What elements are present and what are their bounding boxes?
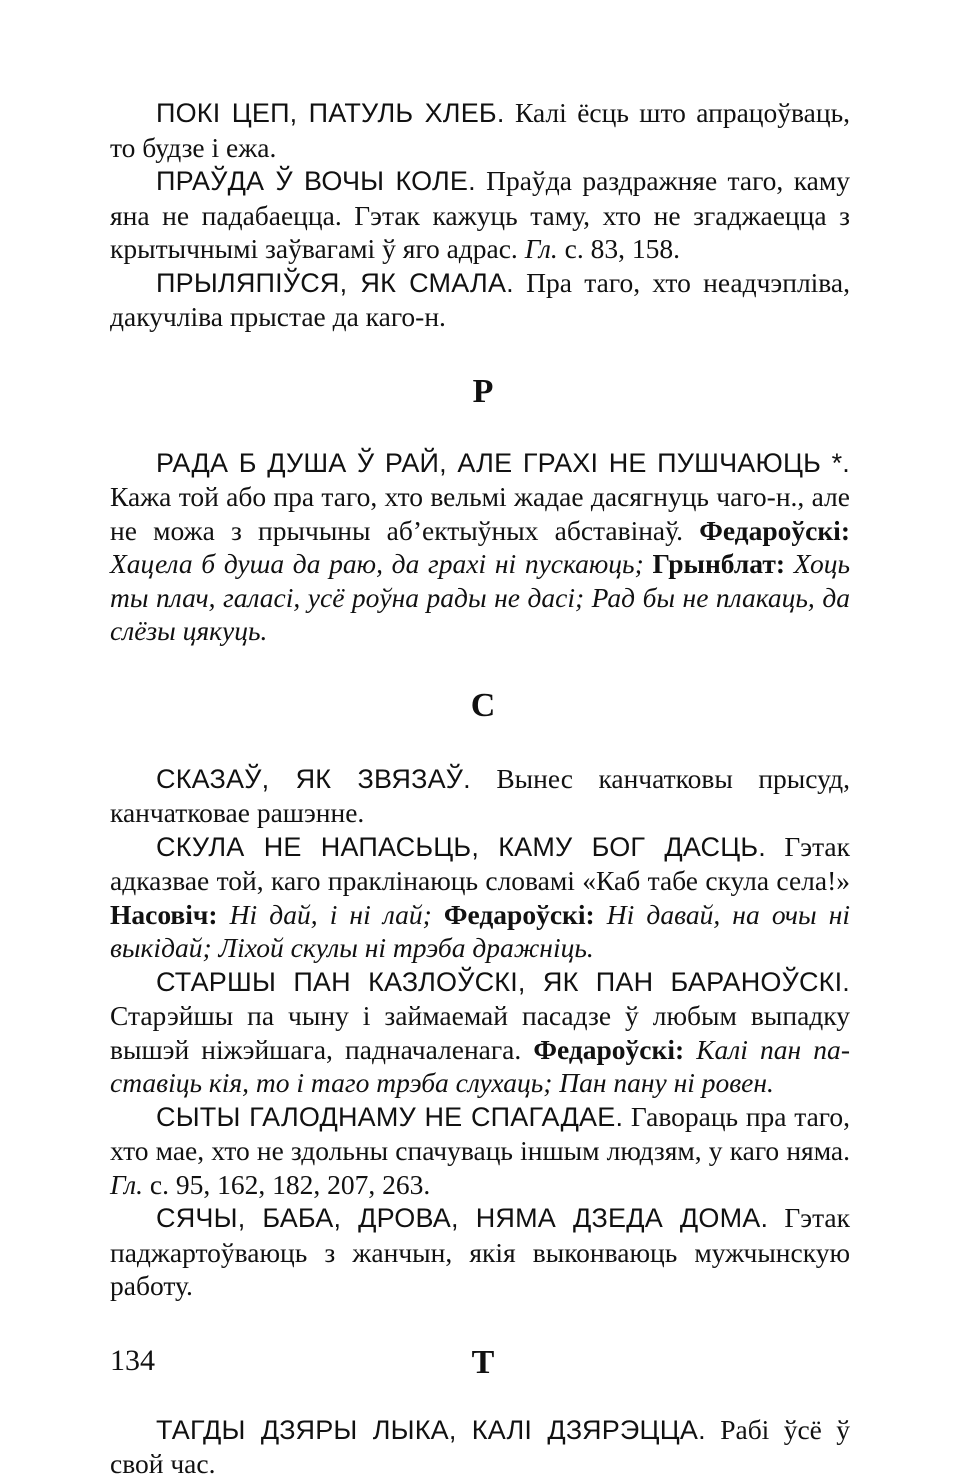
entry-headword: ТАГДЫ ДЗЯРЫ ЛЫКА, КАЛІ ДЗЯРЭЦЦА. — [156, 1414, 706, 1445]
source-example: Калі пан паставіць кія, то і таго трэба слухаць; Пан пану ні ровен. — [110, 1033, 850, 1098]
entry-definition: Гавораць пра таго, хто мае, хто не здольны спачуваць іншым людзям, у каго няма. — [110, 1100, 850, 1166]
entry-definition: Вынес канчатковы прысуд, канчатковае рашэнне. — [110, 762, 850, 828]
section-letter-s: С — [470, 686, 496, 724]
entry-definition: Кажа той або пра таго, хто вельмі жадае дасягнуць чаго-н., але не можа з прычыны аб’ектыўных абставінаў. — [110, 481, 850, 546]
page-number: 134 — [110, 1344, 155, 1377]
entry-starshy-pan — [110, 965, 850, 1100]
entry-headword: СКУЛА НЕ НАПАСЬЦЬ, КАМУ БОГ ДАСЦЬ. — [156, 831, 767, 862]
entry-prylyapiusya — [110, 266, 850, 334]
entry-headword: ПОКІ ЦЕП, ПАТУЛЬ ХЛЕБ. — [156, 98, 505, 128]
cross-ref-pages: с. 83, 158. — [557, 233, 680, 264]
cross-ref-abbr: Гл. — [110, 1168, 144, 1200]
section-letter-r: Р — [472, 372, 494, 410]
entry-definition: Старэйшы па чыну і займаемай пасадзе ў любым выпадку вышэй ніжэйшага, падначаленага. — [110, 1000, 850, 1065]
entry-definition: Гэтак паджартоўваюць з жанчын, якія выконваюць мужчынскую работу. — [110, 1202, 851, 1301]
entry-poki-tsep — [110, 96, 850, 164]
entry-headword: РАДА Б ДУША Ў РАЙ, АЛЕ ГРАХІ НЕ ПУШЧАЮЦЬ *. — [156, 447, 850, 478]
entry-headword: СТАРШЫ ПАН КАЗЛОЎСКІ, ЯК ПАН БАРАНОЎСКІ. — [156, 966, 850, 997]
entry-skula — [110, 830, 850, 965]
source-name: Федароўскі: — [699, 514, 850, 546]
entry-headword: СКАЗАЎ, ЯК ЗВЯЗАЎ. — [156, 763, 471, 794]
source-name: Грынблат: — [652, 548, 786, 579]
source-example: Ні давай, на очы ні выкідай; Ліхой скулы ні трэба дражніць. — [110, 898, 850, 963]
entry-definition: Пра таго, хто неадчэпліва, дакучліва прыстае да каго-н. — [110, 266, 851, 332]
source-name: Федароўскі: — [533, 1033, 685, 1065]
entry-tagdy-dzyary — [110, 1413, 850, 1481]
source-example: Хацела б душа да раю, да грахі ні пускаюць; — [110, 548, 653, 579]
source-example: Ні дай, і ні лай; — [217, 898, 444, 930]
entry-rada-b-dusha — [110, 446, 850, 648]
entry-prauda-u-vochy — [110, 164, 850, 266]
entry-headword: СЫТЫ ГАЛОДНАМУ НЕ СПАГАДАЕ. — [156, 1101, 624, 1132]
entry-headword: СЯЧЫ, БАБА, ДРОВА, НЯМА ДЗЕДА ДОМА. — [156, 1203, 769, 1233]
entry-definition: Калі ёсць што апрацоўваць, то будзе і ежа. — [110, 97, 850, 163]
source-name: Федароўскі: — [443, 898, 595, 930]
entry-definition: Гэтак адказвае той, каго праклінаюць словамі «Каб табе скула села!» — [110, 830, 850, 896]
entry-syty — [110, 1100, 850, 1202]
entry-definition: Рабі ўсё ў свой час. — [110, 1413, 850, 1479]
source-example: Хоць ты плач, галасі, усё роўна рады не дасі; Рад бы не плакаць, да слёзы цякуць. — [110, 548, 850, 646]
cross-ref-abbr: Гл. — [524, 233, 558, 264]
section-letter-t: Т — [471, 1343, 495, 1381]
entry-headword: ПРАЎДА Ў ВОЧЫ КОЛЕ. — [156, 166, 476, 196]
page-body — [110, 96, 850, 1481]
entry-headword: ПРЫЛЯПІЎСЯ, ЯК СМАЛА. — [156, 267, 514, 298]
cross-ref-pages: с. 95, 162, 182, 207, 263. — [143, 1168, 431, 1200]
entry-skazau — [110, 762, 850, 830]
source-name: Насовіч: — [110, 898, 218, 930]
entry-definition: Праўда раздражняе таго, каму яна не падабаецца. Гэтак кажуць таму, хто не згаджаецца з крытычнымі заўвагамі ў яго адрас. — [110, 165, 850, 264]
entry-syachy-baba — [110, 1201, 850, 1303]
